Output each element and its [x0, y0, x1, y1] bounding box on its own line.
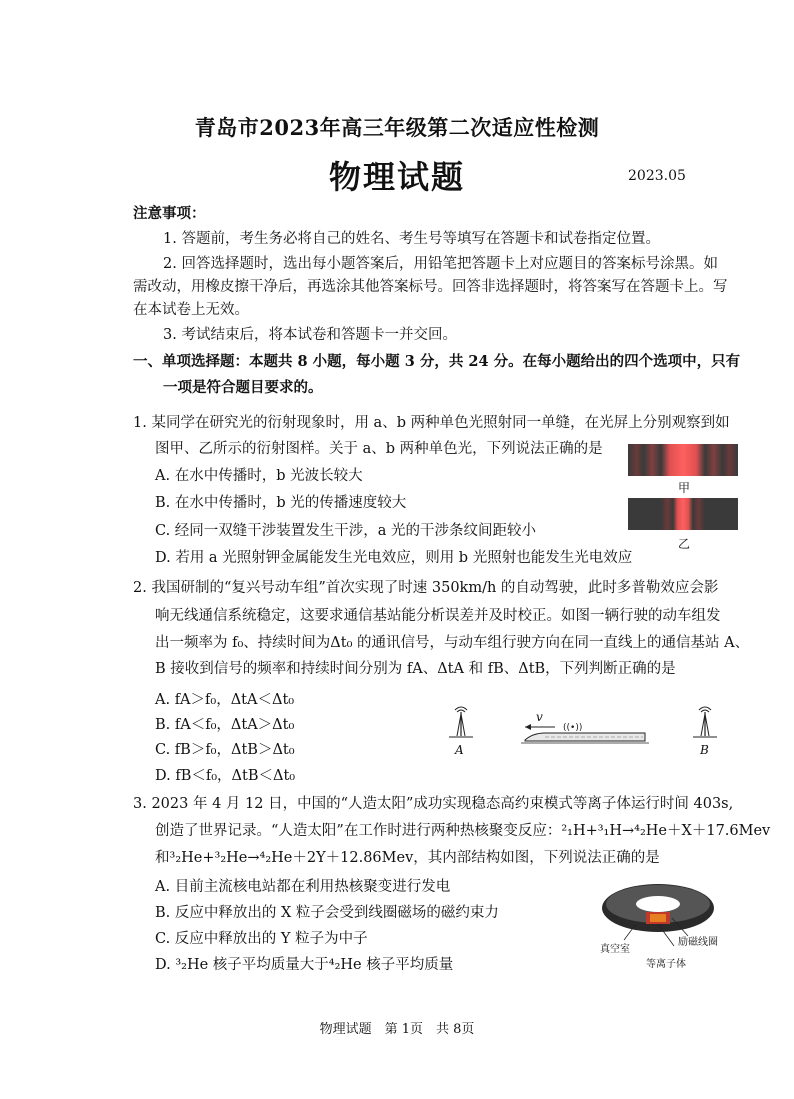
notice-heading: 注意事项： — [133, 205, 206, 222]
train-figure — [445, 700, 725, 760]
diffraction-pattern-a — [628, 444, 738, 476]
option-d: D. fB＜f₀，ΔtB＜Δt₀ — [155, 768, 296, 784]
option-c: C. 经同一双缝干涉装置发生干涉，a 光的干涉条纹间距较小 — [155, 523, 537, 539]
figure-label: 等离子体 — [646, 959, 686, 970]
notice-item: 在本试卷上无效。 — [133, 302, 249, 318]
figure-label-a: 甲 — [678, 481, 691, 495]
notice-item: 需改动，用橡皮擦干净后，再选涂其他答案标号。回答非选择题时，将答案写在答题卡上。写 — [133, 279, 728, 295]
section-heading: 一、单项选择题：本题共 8 小题，每小题 3 分，共 24 分。在每小题给出的四个选项中，只有 — [133, 353, 741, 370]
question-stem: 图甲、乙所示的衍射图样。关于 a、b 两种单色光，下列说法正确的是 — [155, 441, 603, 457]
option-d: D. ³₂He 核子平均质量大于⁴₂He 核子平均质量 — [155, 957, 454, 973]
velocity-label: v — [536, 710, 543, 724]
figure-label-b: 乙 — [678, 537, 691, 551]
option-b: B. fA＜f₀，ΔtA＞Δt₀ — [155, 717, 295, 733]
notice-item: 3. 考试结束后，将本试卷和答题卡一并交回。 — [163, 327, 457, 343]
notice-item: 2. 回答选择题时，选出每小题答案后，用铅笔把答题卡上对应题目的答案标号涂黑。如 — [163, 256, 718, 272]
diffraction-pattern-b — [628, 498, 738, 530]
option-a: A. 在水中传播时，b 光波长较大 — [155, 468, 363, 484]
subject-title: 物理试题 — [328, 158, 465, 196]
question-stem: 出一频率为 f₀、持续时间为Δt₀ 的通讯信号，与动车组行驶方向在同一直线上的通信基站 A、 — [155, 635, 750, 651]
question-stem: 响无线通信系统稳定，这要求通信基站能分析误差并及时校正。如图一辆行驶的动车组发 — [155, 608, 721, 624]
option-b: B. 反应中释放出的 X 粒子会受到线圈磁场的磁约束力 — [155, 905, 499, 921]
option-c: C. fB＞f₀，ΔtB＞Δt₀ — [155, 742, 295, 758]
station-b-label: B — [700, 743, 709, 757]
figure-label: 真空室 — [600, 944, 630, 955]
option-d: D. 若用 a 光照射钾金属能发生光电效应，则用 b 光照射也能发生光电效应 — [155, 550, 633, 566]
question-stem: 创造了世界记录。“人造太阳”在工作时进行两种热核聚变反应：²₁H+³₁H→⁴₂He＋X＋17.6Mev — [155, 823, 771, 839]
question-stem: 和³₂He+³₂He→⁴₂He＋2Y＋12.86Mev，其内部结构如图，下列说法正确的是 — [155, 850, 660, 866]
option-c: C. 反应中释放出的 Y 粒子为中子 — [155, 931, 368, 947]
notice-item: 1. 答题前，考生务必将自己的姓名、考生号等填写在答题卡和试卷指定位置。 — [163, 231, 660, 247]
exam-title: 青岛市2023年高三年级第二次适应性检测 — [194, 115, 600, 140]
option-a: A. fA＞f₀，ΔtA＜Δt₀ — [155, 692, 295, 708]
exam-date: 2023.05 — [628, 168, 686, 184]
figure-label: 励磁线圈 — [678, 937, 718, 948]
option-b: B. 在水中传播时，b 光的传播速度较大 — [155, 495, 407, 511]
section-heading: 一项是符合题目要求的。 — [163, 379, 323, 396]
question-stem: 2. 我国研制的“复兴号动车组”首次实现了时速 350km/h 的自动驾驶，此时多普勒效应会影 — [133, 580, 719, 596]
question-stem: 3. 2023 年 4 月 12 日，中国的“人造太阳”成功实现稳态高约束模式等离子体运行时间 403s, — [133, 796, 734, 812]
question-stem: 1. 某同学在研究光的衍射现象时，用 a、b 两种单色光照射同一单缝，在光屏上分别观察到如 — [133, 415, 730, 431]
option-a: A. 目前主流核电站都在利用热核聚变进行发电 — [155, 879, 451, 895]
tower-a-icon — [449, 707, 473, 737]
svg-text:((•)): ((•)) — [563, 723, 583, 733]
station-a-label: A — [455, 743, 464, 757]
question-stem: B 接收到信号的频率和持续时间分别为 fA、ΔtA 和 fB、ΔtB，下列判断正确的是 — [155, 661, 676, 677]
tower-b-icon — [693, 707, 717, 737]
page-footer: 物理试题 第 1页 共 8页 — [319, 1022, 475, 1037]
